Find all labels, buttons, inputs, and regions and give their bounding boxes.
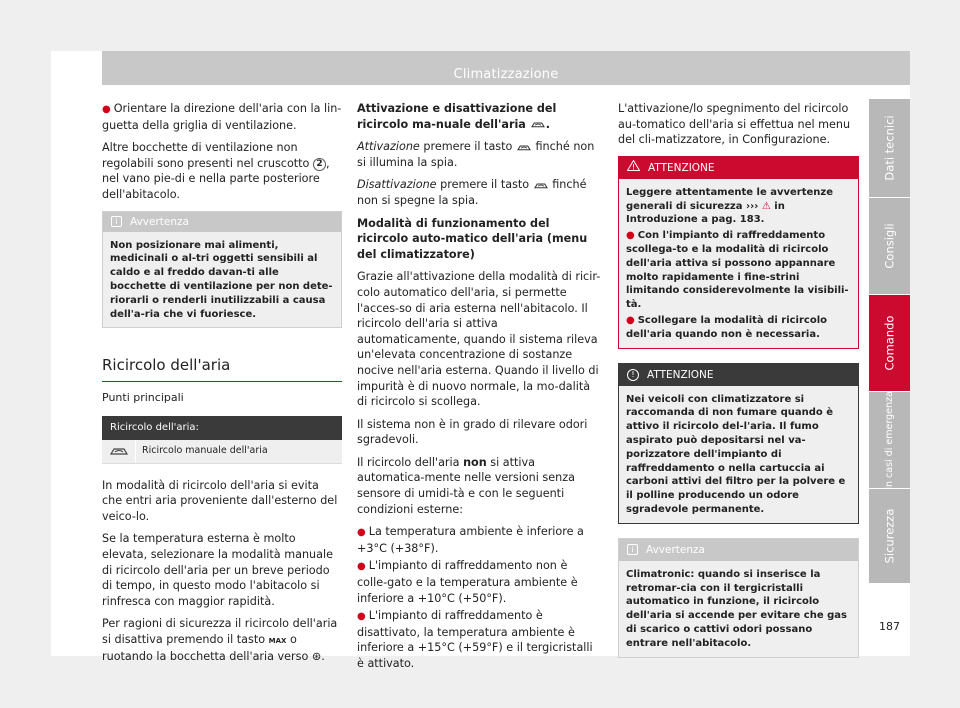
note-header: i Avvertenza: [619, 539, 858, 561]
bullet-icon: ●: [102, 104, 111, 115]
note-header: i Avvertenza: [103, 212, 341, 232]
recirculation-icon: [533, 181, 549, 190]
bullet-item: ● Orientare la direzione dell'aria con la lin-guetta della griglia di ventilazione.: [102, 102, 342, 132]
warning-text: Leggere attentamente le avvertenze generali di sicurezza ››› ⚠ in Introduzione a pag. 183. ● Con l'impianto di raffreddamento scollega-to e la modalità di ricircolo dell'aria attiva si possono appannare molto rapidamente i fine-strini limitando considerevolmente la visibili-tà. ● Scollegare la modalità di ricircolo dell'aria quando non è necessaria.: [619, 179, 858, 348]
heading: Modalità di funzionamento del ricircolo auto-matico dell'aria (menu del climatizzatore): [357, 216, 588, 261]
tab-sicurezza[interactable]: Sicurezza: [869, 489, 910, 583]
paragraph: Se la temperatura esterna è molto elevata, selezionare la modalità manuale di ricircolo dell'aria per un breve periodo di tempo, in questo modo l'abitacolo si rinfresca con maggior rapidità.: [102, 532, 333, 608]
table-header: Ricircolo dell'aria:: [102, 416, 342, 440]
column-1: [102, 101, 342, 672]
tab-comando[interactable]: Comando: [869, 295, 910, 391]
bullet-item: ● La temperatura ambiente è inferiore a +3°C (+38°F).: [357, 525, 584, 555]
bullet-icon: ●: [357, 527, 366, 539]
bullet-icon: ●: [357, 561, 366, 573]
warning-icon: [627, 158, 640, 178]
max-defrost-icon: MAX: [268, 636, 287, 645]
paragraph: In modalità di ricircolo dell'aria si evita che entri aria proveniente dall'esterno del veico-lo.: [102, 478, 338, 523]
paragraph: Il sistema non è in grado di rilevare odori sgradevoli.: [357, 417, 588, 447]
recirculation-icon: [516, 143, 532, 152]
caution-icon: !: [627, 369, 639, 381]
warning-box: [618, 363, 859, 524]
note-box: [102, 211, 342, 329]
warning-text: Nei veicoli con climatizzatore si raccomanda di non fumare quando è attivo il ricircolo del-l'aria. Il fumo aspirato può depositarsi nel va-porizzatore dell'impianto di raffreddamento o nella cartuccia ai carboni attivi del filtro per la polvere e il polline producendo un odore sgradevole permanente.: [619, 386, 858, 523]
tab-consigli[interactable]: Consigli: [869, 198, 910, 294]
paragraph: L'attivazione/lo spegnimento del ricircolo au-tomatico dell'aria si effettua nel menu del cli-matizzatore, in Configurazione.: [618, 102, 851, 147]
paragraph: Grazie all'attivazione della modalità di ricir-colo automatico dell'aria, si permette l'acces-so di aria esterna nell'abitacolo. Il ricircolo dell'aria si attiva automaticamente, quando il sistema rileva un'elevata concentrazione di sostanze nocive nell'aria esterna. Quando il livello di impurità è di nuovo normale, la mo-dalità di ricircolo si scollega.: [357, 270, 601, 409]
page-header: [102, 51, 910, 85]
note-box: [618, 538, 859, 658]
reference-number: 2: [313, 158, 326, 171]
paragraph: Il ricircolo dell'aria non si attiva automatica-mente nelle versioni senza sensore di umidi-tà e con le seguenti condizioni esterne:: [357, 455, 575, 516]
paragraph: Attivazione premere il tasto finché non si illumina la spia.: [357, 140, 595, 169]
summary-table: [102, 416, 342, 464]
page-title: Climatizzazione: [453, 67, 559, 82]
table-row: Ricircolo manuale dell'aria: [102, 440, 342, 464]
column-2: [357, 101, 601, 679]
warning-icon: ⚠: [761, 200, 771, 212]
tab-dati-tecnici[interactable]: Dati tecnici: [869, 99, 910, 197]
recirculation-icon: [530, 120, 546, 129]
note-text: Non posizionare mai alimenti, medicinali o al-tri oggetti sensibili al caldo e al freddo davan-ti alle bocchette di ventilazione per non dete-riorarli o renderli inutilizzabili a causa dell'a-ria che vi fuoriesce.: [103, 232, 341, 328]
bullet-item: ● L'impianto di raffreddamento non è colle-gato e la temperatura ambiente è inferiore a +10°C (+50°F).: [357, 559, 578, 605]
page-number: 187: [879, 620, 900, 633]
tab-in-casi-di-emergenza[interactable]: In casi di emergenza: [869, 392, 910, 488]
heading: Attivazione e disattivazione del ricircolo ma-nuale dell'aria .: [357, 102, 557, 131]
subtitle: Punti principali: [102, 390, 184, 404]
warning-box: [618, 156, 859, 349]
warning-header: ATTENZIONE: [619, 157, 858, 179]
info-icon: i: [627, 544, 638, 555]
column-3: [618, 101, 859, 668]
note-text: Climatronic: quando si inserisce la retromar-cia con il tergicristalli automatico in funzione, il ricircolo dell'aria si accende per evitare che gas di scarico o cattivi odori possano entrare nell'abitacolo.: [619, 561, 858, 657]
paragraph: Disattivazione premere il tasto finché non si spegne la spia.: [357, 178, 587, 207]
section-title: Ricircolo dell'aria: [102, 358, 342, 382]
bullet-icon: ●: [357, 611, 366, 623]
page: [51, 51, 910, 670]
bullet-item: ● L'impianto di raffreddamento è disattivato, la temperatura ambiente è inferiore a +15°C (+59°F) e il tergicristalli è attivato.: [357, 609, 593, 670]
warning-header: ! ATTENZIONE: [619, 364, 858, 386]
fan-icon: ⊛: [311, 650, 322, 664]
paragraph: Altre bocchette di ventilazione non regolabili sono presenti nel cruscotto 2 , nel vano pie-di e nella parte posteriore dell'abitacolo.: [102, 141, 330, 201]
paragraph: Per ragioni di sicurezza il ricircolo dell'aria si disattiva premendo il tasto MAX o ruotando la bocchetta dell'aria verso ⊛.: [102, 617, 338, 664]
info-icon: i: [111, 216, 122, 227]
recirculation-icon: [102, 440, 136, 463]
